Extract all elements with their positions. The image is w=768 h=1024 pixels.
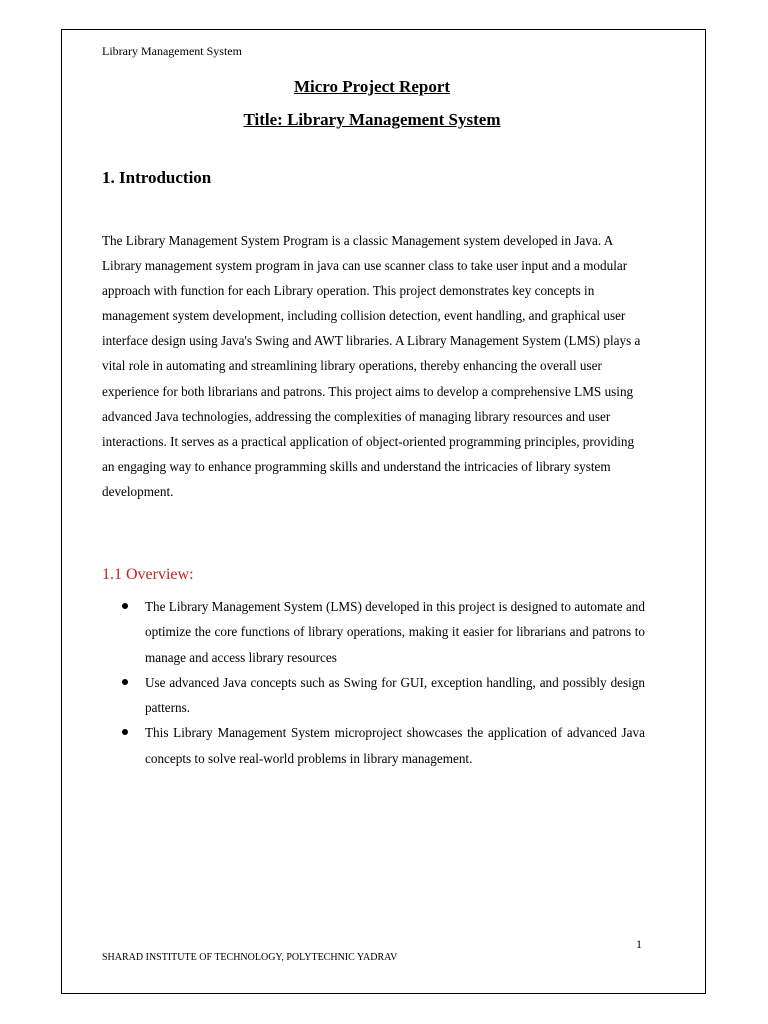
list-item: [102, 720, 645, 771]
footer-institution: SHARAD INSTITUTE OF TECHNOLOGY, POLYTECHNIC YADRAV: [102, 952, 398, 963]
introduction-paragraph: The Library Management System Program is a classic Management system developed in Java. A Library management system program in java can use scanner class to take user input and a modular approach with function for each Library operation. This project demonstrates key concepts in management system development, including collision detection, event handling, and graphical user interface design using Java's Swing and AWT libraries. A Library Management System (LMS) plays a vital role in automating and streamlining library operations, thereby enhancing the overall user experience for both librarians and patrons. This project aims to develop a comprehensive LMS using advanced Java technologies, addressing the complexities of managing library resources and user interactions. It serves as a practical application of object-oriented programming principles, providing an engaging way to enhance programming skills and understand the intricacies of library system development.: [102, 233, 641, 499]
list-item-text: This Library Management System microproject showcases the application of advanced Java concepts to solve real-world problems in library management.: [145, 725, 645, 766]
list-item-text: Use advanced Java concepts such as Swing for GUI, exception handling, and possibly design patterns.: [145, 674, 645, 716]
introduction-heading: 1. Introduction: [102, 168, 212, 187]
bullet-icon: [122, 729, 128, 735]
bullet-icon: [122, 679, 128, 685]
page-number: 1: [636, 937, 642, 951]
project-title: Title: Library Management System: [243, 110, 501, 129]
overview-heading: 1.1 Overview:: [102, 566, 194, 583]
list-item: [102, 594, 645, 670]
report-title: Micro Project Report: [293, 77, 451, 96]
list-item-text: The Library Management System (LMS) developed in this project is designed to automate and optimize the core functions of library operations, making it easier for librarians and patrons to manage and access library resources: [145, 599, 645, 665]
list-item: [102, 670, 645, 721]
bullet-icon: [122, 603, 128, 609]
running-header: Library Management System: [102, 44, 242, 58]
overview-bullet-list: [102, 594, 645, 771]
